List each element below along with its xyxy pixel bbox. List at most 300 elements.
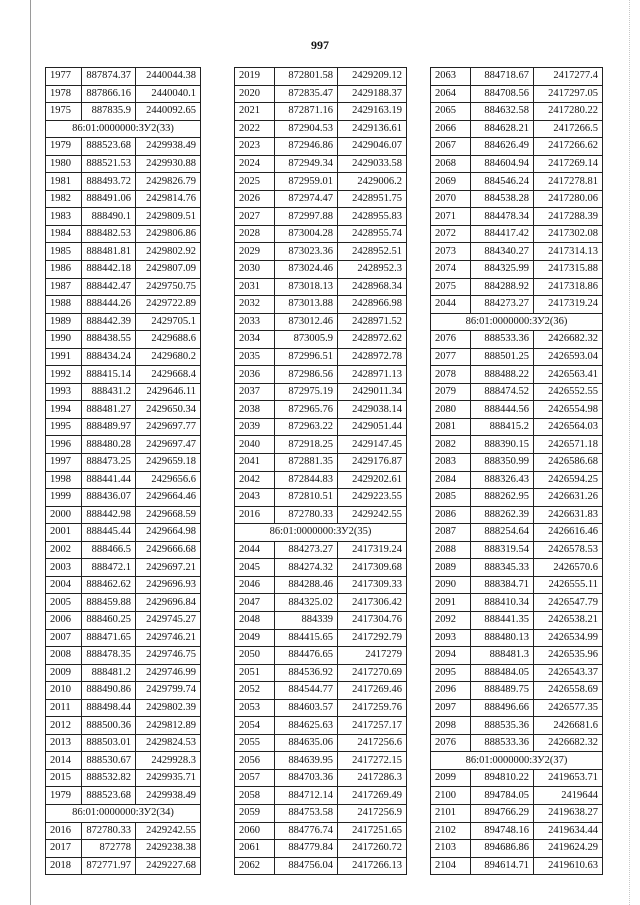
y-coordinate: 2429938.49 (136, 787, 201, 805)
x-coordinate: 884604.94 (471, 155, 534, 173)
point-number: 2032 (235, 296, 275, 314)
y-coordinate: 2426552.55 (534, 383, 603, 401)
point-number: 2018 (46, 857, 82, 875)
table-row (235, 594, 407, 612)
point-number: 2102 (431, 822, 471, 840)
point-number: 2001 (46, 524, 82, 542)
y-coordinate: 2429046.07 (338, 138, 407, 156)
y-coordinate: 2429680.2 (136, 348, 201, 366)
table-row (235, 243, 407, 261)
x-coordinate: 888481.2 (82, 664, 136, 682)
y-coordinate: 2429824.53 (136, 734, 201, 752)
parcel-id: 86:01:0000000:ЗУ2(33) (46, 120, 201, 138)
x-coordinate: 872835.47 (275, 85, 338, 103)
y-coordinate: 2429242.55 (136, 822, 201, 840)
y-coordinate: 2429659.18 (136, 454, 201, 472)
point-number: 2030 (235, 261, 275, 279)
x-coordinate: 884273.27 (275, 541, 338, 559)
y-coordinate: 2429666.68 (136, 541, 201, 559)
point-number: 2031 (235, 278, 275, 296)
x-coordinate: 888326.43 (471, 471, 534, 489)
point-number: 2086 (431, 506, 471, 524)
point-number: 1985 (46, 243, 82, 261)
point-number: 2022 (235, 120, 275, 138)
y-coordinate: 2417278.81 (534, 173, 603, 191)
y-coordinate: 2417260.72 (338, 840, 407, 858)
point-number: 2079 (431, 383, 471, 401)
y-coordinate: 2429935.71 (136, 769, 201, 787)
table-row (46, 68, 201, 86)
point-number: 2065 (431, 103, 471, 121)
point-number: 1988 (46, 296, 82, 314)
point-number: 1990 (46, 331, 82, 349)
x-coordinate: 884288.46 (275, 576, 338, 594)
section-header-row (431, 313, 603, 331)
table-row (46, 506, 201, 524)
table-row (46, 576, 201, 594)
x-coordinate: 884603.57 (275, 699, 338, 717)
x-coordinate: 888434.24 (82, 348, 136, 366)
point-number: 2054 (235, 717, 275, 735)
y-coordinate: 2417318.86 (534, 278, 603, 296)
point-number: 2012 (46, 717, 82, 735)
x-coordinate: 884415.65 (275, 629, 338, 647)
table-row (235, 804, 407, 822)
point-number: 2021 (235, 103, 275, 121)
x-coordinate: 884626.49 (471, 138, 534, 156)
coordinates-table-right (430, 67, 603, 875)
point-number: 1983 (46, 208, 82, 226)
x-coordinate: 884478.34 (471, 208, 534, 226)
table-row (235, 120, 407, 138)
table-row (431, 155, 603, 173)
x-coordinate: 888445.44 (82, 524, 136, 542)
x-coordinate: 888491.06 (82, 190, 136, 208)
x-coordinate: 888489.97 (82, 418, 136, 436)
y-coordinate: 2429238.38 (136, 840, 201, 858)
table-row (46, 769, 201, 787)
y-coordinate: 2419610.63 (534, 857, 603, 875)
point-number: 1998 (46, 471, 82, 489)
x-coordinate: 872996.51 (275, 348, 338, 366)
x-coordinate: 887866.16 (82, 85, 136, 103)
x-coordinate: 888442.47 (82, 278, 136, 296)
point-number: 2083 (431, 454, 471, 472)
point-number: 1975 (46, 103, 82, 121)
y-coordinate: 2417269.14 (534, 155, 603, 173)
x-coordinate: 888442.18 (82, 261, 136, 279)
x-coordinate: 873004.28 (275, 225, 338, 243)
table-row (431, 68, 603, 86)
x-coordinate: 872844.83 (275, 471, 338, 489)
point-number: 2090 (431, 576, 471, 594)
x-coordinate: 873005.9 (275, 331, 338, 349)
x-coordinate: 888490.86 (82, 682, 136, 700)
x-coordinate: 872986.56 (275, 366, 338, 384)
table-row (46, 208, 201, 226)
point-number: 2019 (235, 68, 275, 86)
x-coordinate: 873012.46 (275, 313, 338, 331)
point-number: 2035 (235, 348, 275, 366)
x-coordinate: 873023.36 (275, 243, 338, 261)
y-coordinate: 2426543.37 (534, 664, 603, 682)
x-coordinate: 888319.54 (471, 541, 534, 559)
table-row (431, 787, 603, 805)
x-coordinate: 884476.65 (275, 647, 338, 665)
x-coordinate: 884544.77 (275, 682, 338, 700)
point-number: 2097 (431, 699, 471, 717)
table-row (431, 804, 603, 822)
x-coordinate: 888459.88 (82, 594, 136, 612)
point-number: 2006 (46, 611, 82, 629)
table-row (235, 436, 407, 454)
y-coordinate: 2417272.15 (338, 752, 407, 770)
table-row (46, 664, 201, 682)
section-header-row (235, 524, 407, 542)
y-coordinate: 2426534.99 (534, 629, 603, 647)
point-number: 2067 (431, 138, 471, 156)
y-coordinate: 2429202.61 (338, 471, 407, 489)
x-coordinate: 888500.36 (82, 717, 136, 735)
x-coordinate: 884703.36 (275, 769, 338, 787)
y-coordinate: 2429033.58 (338, 155, 407, 173)
y-coordinate: 2426558.69 (534, 682, 603, 700)
table-row (431, 541, 603, 559)
point-number: 1982 (46, 190, 82, 208)
y-coordinate: 2417280.22 (534, 103, 603, 121)
point-number: 2011 (46, 699, 82, 717)
point-number: 1977 (46, 68, 82, 86)
y-coordinate: 2419653.71 (534, 769, 603, 787)
table-row (46, 594, 201, 612)
table-row (46, 471, 201, 489)
point-number: 1992 (46, 366, 82, 384)
point-number: 2060 (235, 822, 275, 840)
y-coordinate: 2426571.18 (534, 436, 603, 454)
table-row (46, 103, 201, 121)
table-row (431, 296, 603, 314)
x-coordinate: 872965.76 (275, 401, 338, 419)
x-coordinate: 888462.62 (82, 576, 136, 594)
x-coordinate: 894784.05 (471, 787, 534, 805)
x-coordinate: 894686.86 (471, 840, 534, 858)
point-number: 2100 (431, 787, 471, 805)
point-number: 2040 (235, 436, 275, 454)
point-number: 2081 (431, 418, 471, 436)
parcel-id: 86:01:0000000:ЗУ2(34) (46, 804, 201, 822)
table-row (46, 647, 201, 665)
point-number: 2089 (431, 559, 471, 577)
y-coordinate: 2429227.68 (136, 857, 201, 875)
y-coordinate: 2429696.93 (136, 576, 201, 594)
point-number: 2043 (235, 489, 275, 507)
point-number: 2051 (235, 664, 275, 682)
point-number: 1987 (46, 278, 82, 296)
point-number: 2013 (46, 734, 82, 752)
table-row (46, 155, 201, 173)
point-number: 1996 (46, 436, 82, 454)
table-row (431, 611, 603, 629)
y-coordinate: 2417269.49 (338, 787, 407, 805)
table-row (235, 717, 407, 735)
table-row (235, 857, 407, 875)
table-row (235, 752, 407, 770)
x-coordinate: 884325.99 (471, 261, 534, 279)
y-coordinate: 2417256.6 (338, 734, 407, 752)
y-coordinate: 2428972.78 (338, 348, 407, 366)
point-number: 2064 (431, 85, 471, 103)
table-row (46, 401, 201, 419)
y-coordinate: 2419644 (534, 787, 603, 805)
table-row (46, 559, 201, 577)
point-number: 2052 (235, 682, 275, 700)
x-coordinate: 888350.99 (471, 454, 534, 472)
point-number: 2037 (235, 383, 275, 401)
y-coordinate: 2419638.27 (534, 804, 603, 822)
y-coordinate: 2429697.21 (136, 559, 201, 577)
table-row (46, 331, 201, 349)
point-number: 2042 (235, 471, 275, 489)
point-number: 1997 (46, 454, 82, 472)
x-coordinate: 872974.47 (275, 190, 338, 208)
x-coordinate: 873013.88 (275, 296, 338, 314)
point-number: 2038 (235, 401, 275, 419)
point-number: 2000 (46, 506, 82, 524)
y-coordinate: 2429928.3 (136, 752, 201, 770)
table-row (46, 717, 201, 735)
y-coordinate: 2426547.79 (534, 594, 603, 612)
point-number: 2087 (431, 524, 471, 542)
x-coordinate: 888262.95 (471, 489, 534, 507)
y-coordinate: 2429930.88 (136, 155, 201, 173)
y-coordinate: 2417279 (338, 647, 407, 665)
table-row (431, 664, 603, 682)
point-number: 2080 (431, 401, 471, 419)
y-coordinate: 2429223.55 (338, 489, 407, 507)
x-coordinate: 888438.55 (82, 331, 136, 349)
point-number: 2056 (235, 752, 275, 770)
x-coordinate: 884635.06 (275, 734, 338, 752)
point-number: 2063 (431, 68, 471, 86)
point-number: 2070 (431, 190, 471, 208)
table-row (235, 611, 407, 629)
point-number: 2002 (46, 541, 82, 559)
x-coordinate: 888523.68 (82, 138, 136, 156)
x-coordinate: 884546.24 (471, 173, 534, 191)
x-coordinate: 872780.33 (275, 506, 338, 524)
y-coordinate: 2417306.42 (338, 594, 407, 612)
y-coordinate: 2426554.98 (534, 401, 603, 419)
x-coordinate: 888436.07 (82, 489, 136, 507)
table-row (431, 506, 603, 524)
x-coordinate: 888345.33 (471, 559, 534, 577)
table-row (431, 190, 603, 208)
point-number: 2053 (235, 699, 275, 717)
table-row (235, 383, 407, 401)
x-coordinate: 884718.67 (471, 68, 534, 86)
y-coordinate: 2417266.13 (338, 857, 407, 875)
y-coordinate: 2429147.45 (338, 436, 407, 454)
x-coordinate: 888493.72 (82, 173, 136, 191)
table-row (431, 489, 603, 507)
x-coordinate: 884339 (275, 611, 338, 629)
y-coordinate: 2417297.05 (534, 85, 603, 103)
table-row (235, 155, 407, 173)
table-row (235, 418, 407, 436)
table-row (235, 576, 407, 594)
table-row (431, 120, 603, 138)
parcel-id: 86:01:0000000:ЗУ2(36) (431, 313, 603, 331)
y-coordinate: 2429746.99 (136, 664, 201, 682)
point-number: 2050 (235, 647, 275, 665)
point-number: 2027 (235, 208, 275, 226)
table-row (431, 559, 603, 577)
y-coordinate: 2428972.62 (338, 331, 407, 349)
point-number: 2020 (235, 85, 275, 103)
table-row (235, 682, 407, 700)
y-coordinate: 2429650.34 (136, 401, 201, 419)
x-coordinate: 888501.25 (471, 348, 534, 366)
section-header-row (46, 120, 201, 138)
table-row (235, 138, 407, 156)
table-row (235, 734, 407, 752)
point-number: 2024 (235, 155, 275, 173)
point-number: 2016 (46, 822, 82, 840)
x-coordinate: 872801.58 (275, 68, 338, 86)
x-coordinate: 888490.1 (82, 208, 136, 226)
point-number: 2017 (46, 840, 82, 858)
table-row (431, 331, 603, 349)
x-coordinate: 872810.51 (275, 489, 338, 507)
point-number: 2034 (235, 331, 275, 349)
point-number: 1994 (46, 401, 82, 419)
table-row (46, 366, 201, 384)
table-row (431, 208, 603, 226)
table-row (46, 296, 201, 314)
point-number: 2096 (431, 682, 471, 700)
y-coordinate: 2429688.6 (136, 331, 201, 349)
point-number: 2015 (46, 769, 82, 787)
y-coordinate: 2417270.69 (338, 664, 407, 682)
table-row (431, 103, 603, 121)
parcel-id: 86:01:0000000:ЗУ2(35) (235, 524, 407, 542)
point-number: 2071 (431, 208, 471, 226)
x-coordinate: 888410.34 (471, 594, 534, 612)
x-coordinate: 884538.28 (471, 190, 534, 208)
table-row (46, 225, 201, 243)
table-row (235, 278, 407, 296)
y-coordinate: 2428971.52 (338, 313, 407, 331)
point-number: 2046 (235, 576, 275, 594)
point-number: 1978 (46, 85, 82, 103)
y-coordinate: 2417269.46 (338, 682, 407, 700)
y-coordinate: 2426577.35 (534, 699, 603, 717)
table-row (235, 296, 407, 314)
y-coordinate: 2417259.76 (338, 699, 407, 717)
table-row (431, 594, 603, 612)
y-coordinate: 2417304.76 (338, 611, 407, 629)
y-coordinate: 2417302.08 (534, 225, 603, 243)
table-row (235, 840, 407, 858)
x-coordinate: 884628.21 (471, 120, 534, 138)
table-row (431, 769, 603, 787)
table-row (235, 401, 407, 419)
point-number: 2076 (431, 331, 471, 349)
table-row (235, 699, 407, 717)
y-coordinate: 2429006.2 (338, 173, 407, 191)
x-coordinate: 888489.75 (471, 682, 534, 700)
point-number: 2062 (235, 857, 275, 875)
table-row (431, 840, 603, 858)
point-number: 2049 (235, 629, 275, 647)
point-number: 2073 (431, 243, 471, 261)
point-number: 2010 (46, 682, 82, 700)
x-coordinate: 888390.15 (471, 436, 534, 454)
x-coordinate: 872963.22 (275, 418, 338, 436)
point-number: 2061 (235, 840, 275, 858)
point-number: 1993 (46, 383, 82, 401)
point-number: 2078 (431, 366, 471, 384)
table-row (46, 734, 201, 752)
table-row (46, 436, 201, 454)
y-coordinate: 2417266.5 (534, 120, 603, 138)
point-number: 2016 (235, 506, 275, 524)
x-coordinate: 894748.16 (471, 822, 534, 840)
point-number: 2005 (46, 594, 82, 612)
y-coordinate: 2426564.03 (534, 418, 603, 436)
y-coordinate: 2426631.26 (534, 489, 603, 507)
x-coordinate: 873024.46 (275, 261, 338, 279)
point-number: 2103 (431, 840, 471, 858)
y-coordinate: 2440044.38 (136, 68, 201, 86)
table-row (235, 629, 407, 647)
point-number: 2101 (431, 804, 471, 822)
y-coordinate: 2429746.21 (136, 629, 201, 647)
table-row (235, 541, 407, 559)
table-row (46, 85, 201, 103)
y-coordinate: 2429799.74 (136, 682, 201, 700)
y-coordinate: 2429697.47 (136, 436, 201, 454)
y-coordinate: 2417266.62 (534, 138, 603, 156)
y-coordinate: 2429209.12 (338, 68, 407, 86)
y-coordinate: 2428952.51 (338, 243, 407, 261)
table-row (431, 436, 603, 454)
table-row (46, 752, 201, 770)
section-header-row (46, 804, 201, 822)
y-coordinate: 2440040.1 (136, 85, 201, 103)
x-coordinate: 888384.71 (471, 576, 534, 594)
point-number: 2093 (431, 629, 471, 647)
table-row (46, 278, 201, 296)
x-coordinate: 888472.1 (82, 559, 136, 577)
x-coordinate: 894810.22 (471, 769, 534, 787)
y-coordinate: 2429697.77 (136, 418, 201, 436)
x-coordinate: 888535.36 (471, 717, 534, 735)
x-coordinate: 872946.86 (275, 138, 338, 156)
point-number: 2066 (431, 120, 471, 138)
y-coordinate: 2429051.44 (338, 418, 407, 436)
y-coordinate: 2428955.83 (338, 208, 407, 226)
table-row (431, 699, 603, 717)
point-number: 2055 (235, 734, 275, 752)
point-number: 2077 (431, 348, 471, 366)
table-row (431, 225, 603, 243)
y-coordinate: 2429802.92 (136, 243, 201, 261)
point-number: 1986 (46, 261, 82, 279)
left-margin-line (30, 0, 31, 905)
table-row (46, 822, 201, 840)
x-coordinate: 888496.66 (471, 699, 534, 717)
